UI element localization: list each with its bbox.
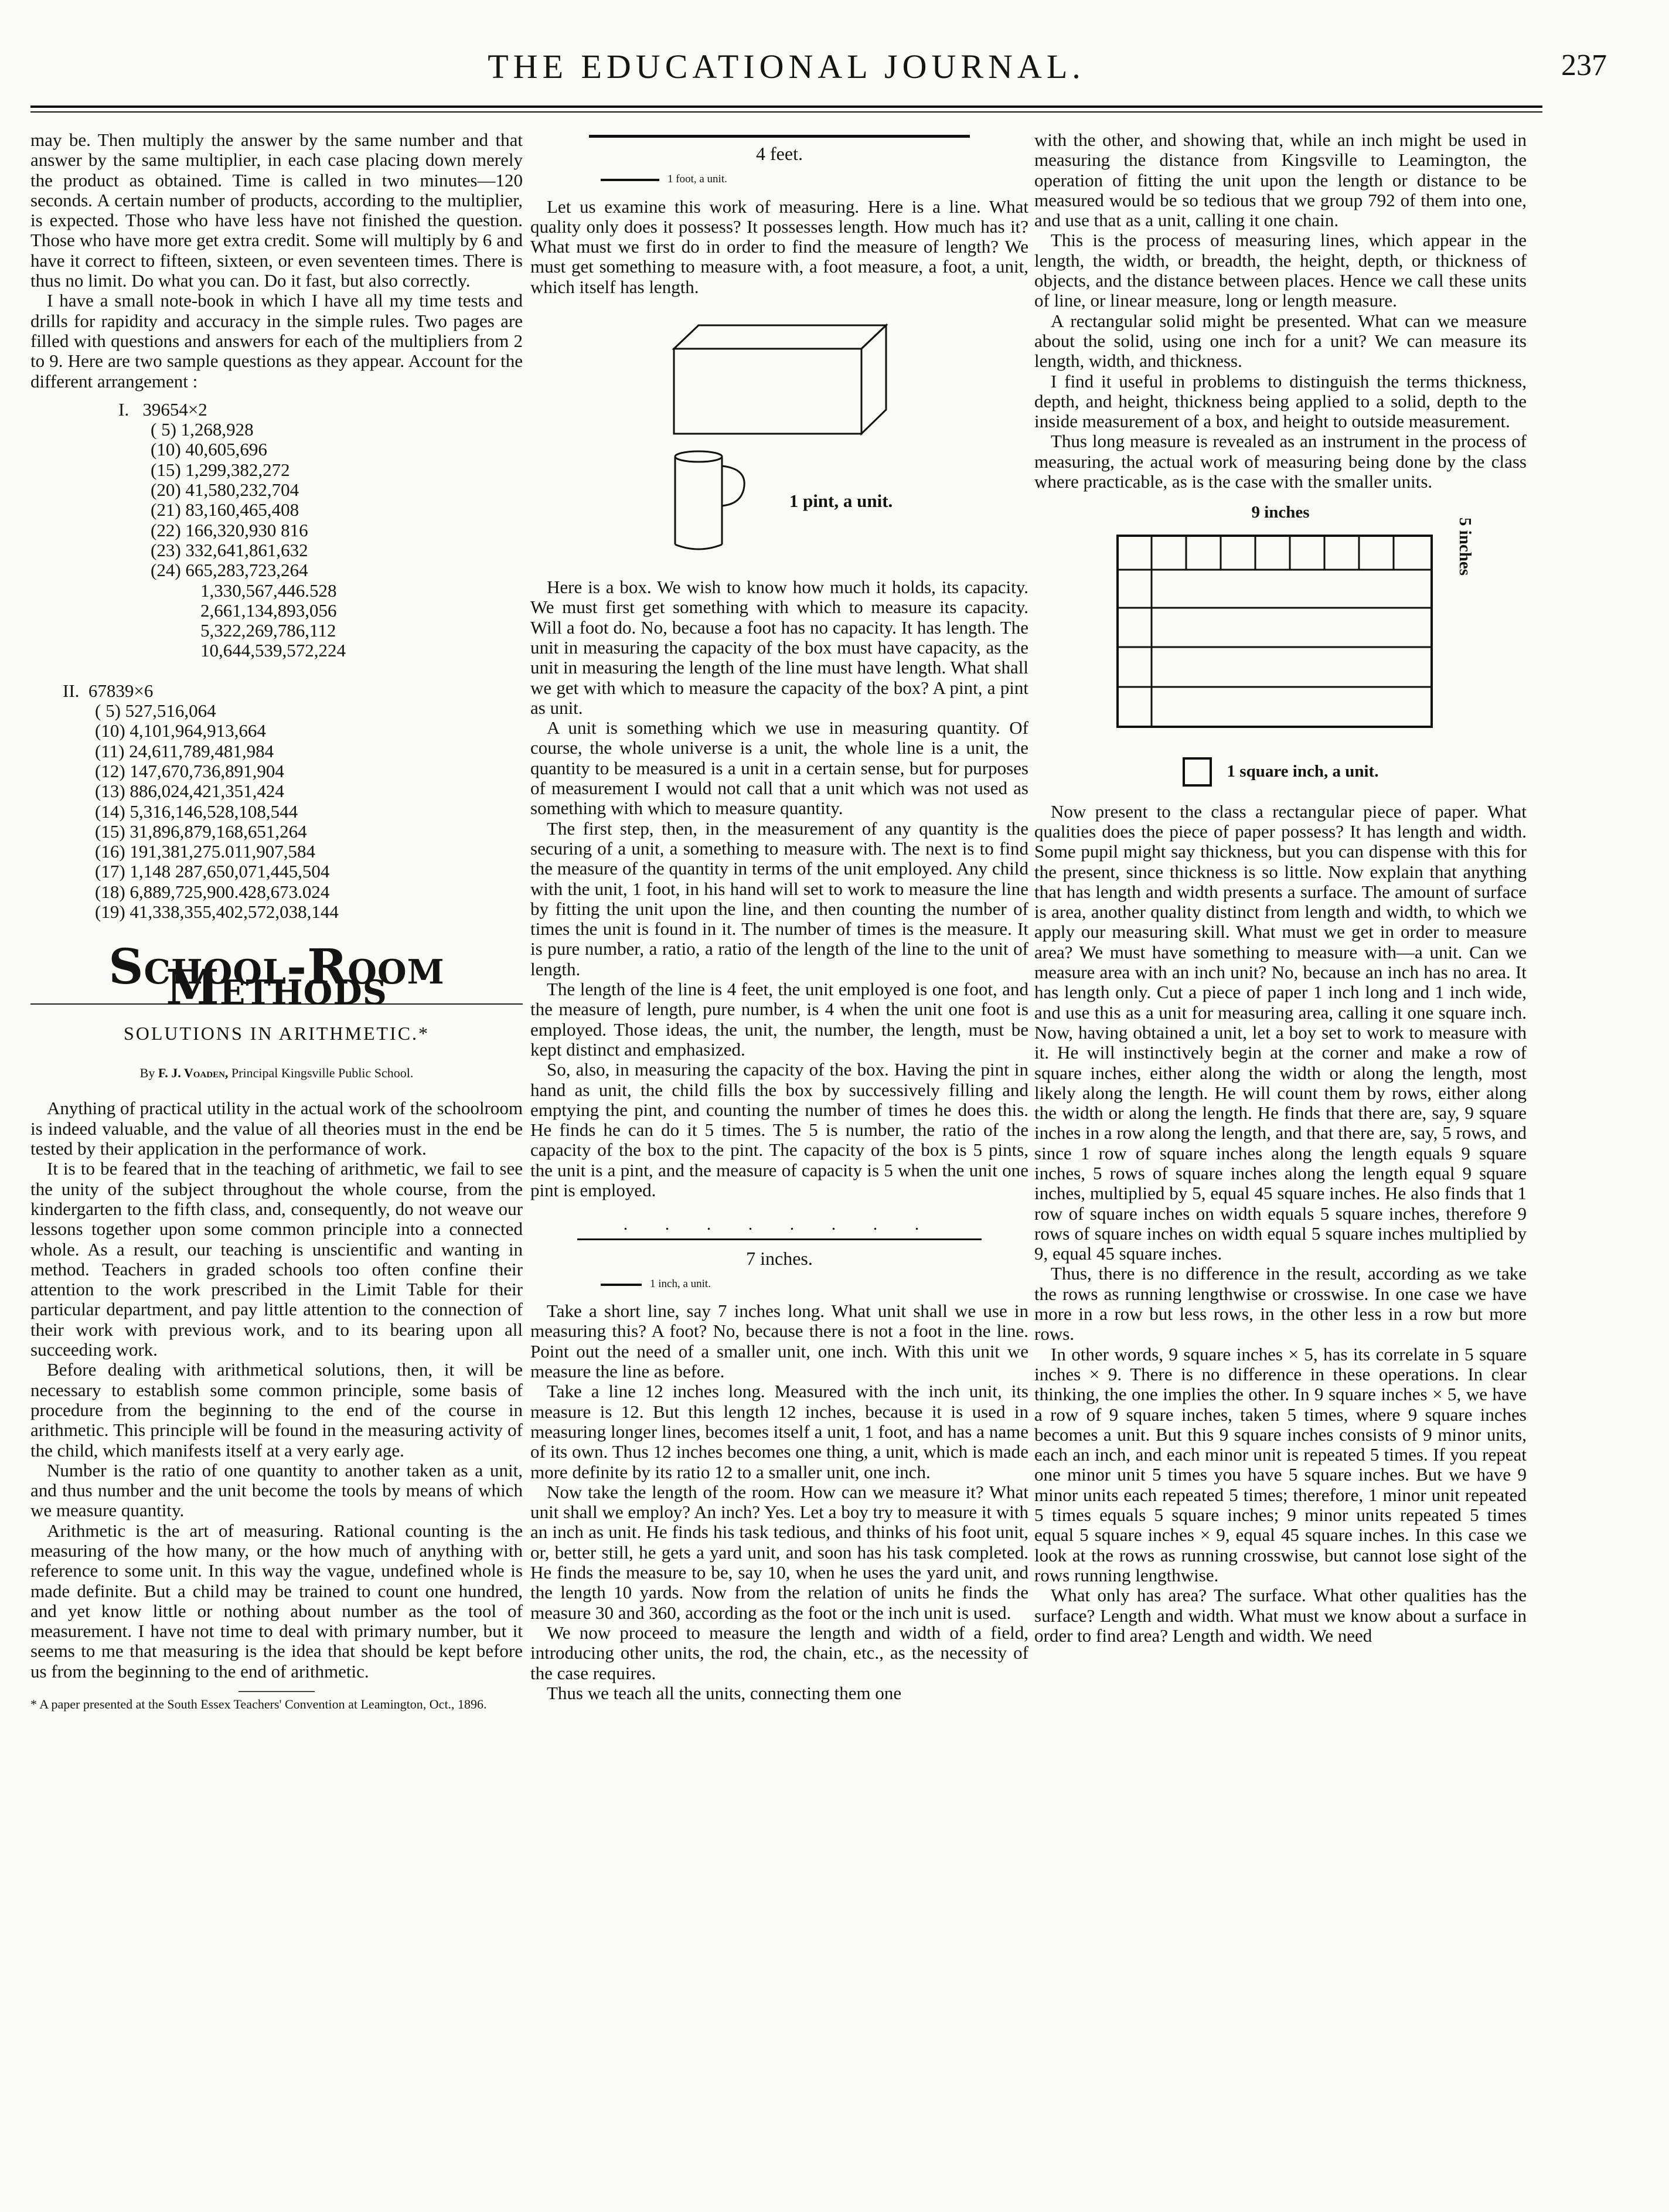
list-item: (11) 24,611,789,481,984 (95, 740, 274, 761)
list-item: 1,330,567,446.528 (200, 580, 337, 601)
multiplication-list-2 (30, 681, 523, 923)
column-right (1034, 130, 1527, 2170)
paragraph: Thus long measure is revealed as an instrument in the process of measuring, the actual work of measuring being done by the class where practicable, as is the case with the smaller units. (1034, 431, 1527, 492)
inch-unit-bar (601, 1284, 642, 1286)
paragraph: Thus, there is no difference in the result, according as we take the rows as running lengthwise or crosswise. In one case we have more in a row but less rows, in the other less in a row but more rows. (1034, 1263, 1527, 1345)
list-item: (13) 886,024,421,351,424 (95, 781, 284, 802)
paragraph: Take a short line, say 7 inches long. What unit shall we use in measuring this? A foot? No, because there is not a foot in the line. Point out the need of a smaller unit, one inch. With this unit we measure the line as before. (530, 1301, 1028, 1382)
list-item: (10) 4,101,964,913,664 (95, 720, 266, 741)
byline-by: By (139, 1066, 155, 1081)
paragraph: Thus we teach all the units, connecting them one (547, 1682, 902, 1703)
list-item: (12) 147,670,736,891,904 (95, 760, 284, 781)
pint-figure (530, 448, 1028, 554)
footnote: * A paper presented at the South Essex Teachers' Convention at Leamington, Oct., 1896. (30, 1697, 487, 1712)
paragraph: I have a small note-book in which I have all my time tests and drills for rapidity and accuracy in the simple rules. Two pages are filled with questions and answers for each of the multipliers from 2 to 9. Here are two sample questions as they appear. Account for the different arrangement : (30, 290, 523, 392)
dotted-separator: . . . . . . . . (623, 1214, 936, 1234)
box-figure (668, 321, 891, 438)
figure-label-4-feet: 4 feet. (756, 143, 803, 164)
box-top-face (674, 325, 886, 349)
line-figure (589, 135, 970, 138)
box-side-face (861, 325, 886, 434)
paragraph: What only has area? The surface. What other qualities has the surface? Length and width. What must we know about a surface in order to find area? Length and width. We need (1034, 1585, 1527, 1646)
square-inch-unit-figure (1034, 757, 1527, 787)
list-item: (20) 41,580,232,704 (151, 479, 299, 501)
paragraph: A unit is something which we use in measuring quantity. Of course, the whole universe is a unit, the whole line is a unit, the quantity to be measured is a unit in a certain sense, but for purposes of measurement I would not call that a unit which was not used as something with which to measure quantity. (530, 717, 1028, 819)
list-item: (10) 40,605,696 (151, 439, 267, 460)
list-item: (18) 6,889,725,900.428,673.024 (95, 881, 330, 902)
paragraph: We now proceed to measure the length and width of a field, introducing other units, the rod, the chain, etc., as the necessity of the case requires. (530, 1622, 1028, 1683)
multiplication-list-1 (30, 400, 523, 661)
foot-unit-bar (601, 179, 659, 181)
paragraph: Let us examine this work of measuring. Here is a line. What quality only does it possess? It possesses length. How much has it? What must we first do in order to find the measure of length? We must get something to measure with, a foot measure, a foot, a unit, which itself has length. (530, 196, 1028, 297)
paragraph: Now present to the class a rectangular piece of paper. What qualities does the piece of paper possess? It has length and width. Some pupil might say thickness, but you can dispense with this for the present, since thickness is so little. Now explain that anything that has length and width presents a surface. The amount of surface is area, another quality distinct from length and width, to which we apply our measuring skill. What must we get in order to measure area? We must have something to measure with—a unit. Can we measure area with an inch unit? No, because an inch has no area. It has length only. Cut a piece of paper 1 inch long and 1 inch wide, and use this as a unit for measuring area, calling it one square inch. Now, having obtained a unit, let a boy set to work to measure with it. He will instinctively begin at the corner and make a row of square inches, either along the width or along the length, most likely along the length. He will count them by rows, either along the width or along the length. He finds that there are, say, 9 square inches in a row along the length, and that there are, say, 5 rows, and since 1 row of square inches along the length equals 9 square inches, 5 rows of square inches along the length equal 9 square inches, multiplied by 5, equal 45 square inches. He also finds that 1 row of square inches on width equals 5 square inches, therefore 9 rows of square inches on width equal 5 square inches multiplied by 9, equal 45 square inches. (1034, 801, 1527, 1264)
masthead-rule (30, 106, 1542, 108)
pint-unit-label: 1 pint, a unit. (789, 490, 893, 511)
paragraph: Now take the length of the room. How can we measure it? What unit shall we employ? An inch? Yes. Let a boy try to measure it with an inch as unit. He finds his task tedious, and thinks of his foot unit, or, better still, he gets a yard unit, and soon has his task completed. He finds the measure to be, say 10, when he uses the yard unit, and the length 10 yards. Now from the relation of units he finds the measure 30 and 360, according as the foot or the inch unit is used. (530, 1481, 1028, 1623)
paragraph: So, also, in measuring the capacity of the box. Having the pint in hand as unit, the child fills the box by successively filling and emptying the pint, and counting the number of times he does this. He finds he can do it 5 times. The 5 is number, the ratio of the capacity of the box to the pint. The capacity of the box is 5 pints, the unit is a pint, and the measure of capacity is 5 when the unit one pint is employed. (530, 1059, 1028, 1200)
list-item: (23) 332,641,861,632 (151, 539, 308, 560)
box-front-face (674, 349, 861, 434)
figure-label-7-inches: 7 inches. (746, 1247, 813, 1269)
section-heading: School-Room Methods (108, 939, 445, 1016)
paragraph: The first step, then, in the measurement of any quantity is the securing of a unit, a something to measure with. The next is to find the measure of the quantity in terms of the unit employed. Any child with the unit, 1 foot, in his hand will set to work to measure the line by fitting the unit upon the line, and then counting the number of times the unit is found in it. The number of times is the measure. It is pure number, a ratio, a ratio of the length of the line to the unit of length. (530, 818, 1028, 979)
foot-unit-figure (601, 169, 1028, 189)
list-item: (17) 1,148 287,650,071,445,504 (95, 861, 330, 882)
square-inch-grid (1116, 535, 1433, 728)
square-inch-grid-figure (1093, 517, 1474, 728)
list-item: ( 5) 1,268,928 (151, 419, 254, 440)
paragraph: I find it useful in problems to distinguish the terms thickness, depth, and height, thickness being applied to a solid, depth to the inside measurement of a box, and height to outside measurement. (1034, 370, 1527, 432)
paragraph: It is to be feared that in the teaching of arithmetic, we fail to see the unity of the subject throughout the whole course, from the kindergarten to the fifth class, and, consequently, do not weave our lessons together upon some common principle into a connected whole. As a result, our teaching is unscientific and wanting in method. Teachers in graded schools too often confine their attention to the work prescribed in the Limit Table for their particular department, and pay little attention to the connection of their work with previous work, and to its bearing upon all succeeding work. (30, 1158, 523, 1360)
column-middle (530, 130, 1028, 2170)
list-item: (21) 83,160,465,408 (151, 499, 299, 520)
grid-label-9-inches: 9 inches (1251, 503, 1310, 522)
list-heading: I. 39654×2 (118, 399, 207, 420)
line-figure-7-inches (577, 1238, 982, 1240)
paragraph: Number is the ratio of one quantity to another taken as a unit, and thus number and the unit become the tools by means of which we measure quantity. (30, 1459, 523, 1521)
list-item: ( 5) 527,516,064 (95, 700, 216, 722)
list-heading: II. 67839×6 (63, 680, 154, 701)
paragraph: with the other, and showing that, while an inch might be used in measuring the distance from Kingsville to Leamington, the operation of fitting the unit upon the length or distance to be measured would be so tedious that we group 792 of them into one, and use that as a unit, calling it one chain. (1034, 130, 1527, 231)
list-item: (24) 665,283,723,264 (151, 560, 308, 581)
footnote-rule (239, 1691, 315, 1692)
square-inch-unit-label: 1 square inch, a unit. (1227, 762, 1379, 781)
list-item: (14) 5,316,146,528,108,544 (95, 801, 298, 822)
inch-unit-figure (601, 1274, 1028, 1294)
journal-title: THE EDUCATIONAL JOURNAL. (488, 47, 1085, 86)
grid-label-5-inches: 5 inches (1456, 517, 1474, 576)
article-title: SOLUTIONS IN ARITHMETIC.* (123, 1022, 430, 1044)
paragraph: Take a line 12 inches long. Measured with the inch unit, its measure is 12. But this length 12 inches, because it is used in measuring longer lines, becomes itself a unit, 1 foot, and has a name of its own. Thus 12 inches becomes one thing, a unit, which is made more definite by its ratio 12 to a smaller unit, one inch. (530, 1381, 1028, 1482)
byline-author: F. J. Voaden, (158, 1066, 229, 1081)
pint-measure-icon (666, 448, 754, 554)
paragraph: Arithmetic is the art of measuring. Rational counting is the measuring of the how many, or the how much of anything with reference to some unit. In this way the vague, undefined whole is made definite. But a child may be trained to count one hundred, and yet know little or nothing about number as the tool of measurement. I have not time to deal with primary number, but it seems to me that measuring is the idea that should be kept before us from the beginning to the end of arithmetic. (30, 1520, 523, 1682)
paragraph: Before dealing with arithmetical solutions, then, it will be necessary to establish some common principle, some basis of procedure from the beginning to the end of the course in arithmetic. This principle will be found in the measuring activity of the child, which manifests itself at a very early age. (30, 1359, 523, 1461)
paragraph: may be. Then multiply the answer by the same number and that answer by the same multiplier, in each case placing down merely the product as obtained. Time is called in two minutes—120 seconds. A certain number of products, according to the multiplier, is expected. Those who have less have not finished the question. Those who have more get extra credit. Some will multiply by 6 and have it correct to fifteen, sixteen, or even seventeen times. There is thus no limit. Do what you can. Do it fast, but also correctly. (30, 130, 523, 291)
column-left (30, 130, 523, 2170)
masthead (30, 42, 1607, 118)
masthead-rule-thin (30, 111, 1542, 113)
paragraph: A rectangular solid might be presented. What can we measure about the solid, using one inch for a unit? We can measure its length, width, and thickness. (1034, 310, 1527, 372)
paragraph: This is the process of measuring lines, which appear in the length, the width, or breadth, the height, depth, or thickness of objects, and the distance between places. Hence we call these units of line, or linear measure, long or length measure. (1034, 230, 1527, 311)
list-item: (15) 31,896,879,168,651,264 (95, 821, 307, 842)
square-inch-icon (1183, 757, 1212, 787)
foot-unit-label: 1 foot, a unit. (667, 173, 727, 186)
paragraph: In other words, 9 square inches × 5, has its correlate in 5 square inches × 9. There is no difference in these operations. In clear thinking, the one implies the other. In 9 square inches × 5, we have a row of 9 square inches, taken 5 times, where 9 square inches becomes a unit. But this 9 square inches consists of 9 minor units, each an inch, and each minor unit is repeated 5 times. If you repeat one minor unit 5 times you have 5 square inches. But we have 9 minor units each repeated 5 times; therefore, 1 minor unit repeated 5 times equals 5 square inches; 9 minor units repeated 5 times equal 5 square inches × 9, equal 45 square inches. In this case we look at the rows as running crosswise, but cannot lose sight of the rows running lengthwise. (1034, 1343, 1527, 1585)
byline (30, 1063, 523, 1083)
page-number: 237 (1561, 49, 1607, 82)
list-item: (16) 191,381,275.011,907,584 (95, 841, 315, 862)
inch-unit-label: 1 inch, a unit. (650, 1277, 711, 1290)
list-item: 5,322,269,786,112 (200, 620, 336, 641)
list-item: (22) 166,320,930 816 (151, 519, 308, 540)
list-item: 10,644,539,572,224 (200, 640, 346, 661)
list-item: 2,661,134,893,056 (200, 600, 337, 621)
paragraph: Anything of practical utility in the actual work of the schoolroom is indeed valuable, and the value of all theories must in the end be tested by their application in the performance of work. (30, 1098, 523, 1159)
paragraph: The length of the line is 4 feet, the unit employed is one foot, and the measure of length, pure number, is 4 when the unit one foot is employed. Those ideas, the unit, the number, the length, must be kept distinct and emphasized. (530, 979, 1028, 1060)
paragraph: Here is a box. We wish to know how much it holds, its capacity. We must first get something with which to measure its capacity. Will a foot do. No, because a foot has no capacity. It has length. The unit in measuring the capacity of the box must have capacity, as the unit in measuring the length of the line must have length. What shall we get with which to measure the capacity of the box? A pint, a pint as unit. (530, 577, 1028, 718)
list-item: (15) 1,299,382,272 (151, 459, 290, 480)
list-item: (19) 41,338,355,402,572,038,144 (95, 901, 339, 922)
byline-role: Principal Kingsville Public School. (231, 1066, 414, 1081)
